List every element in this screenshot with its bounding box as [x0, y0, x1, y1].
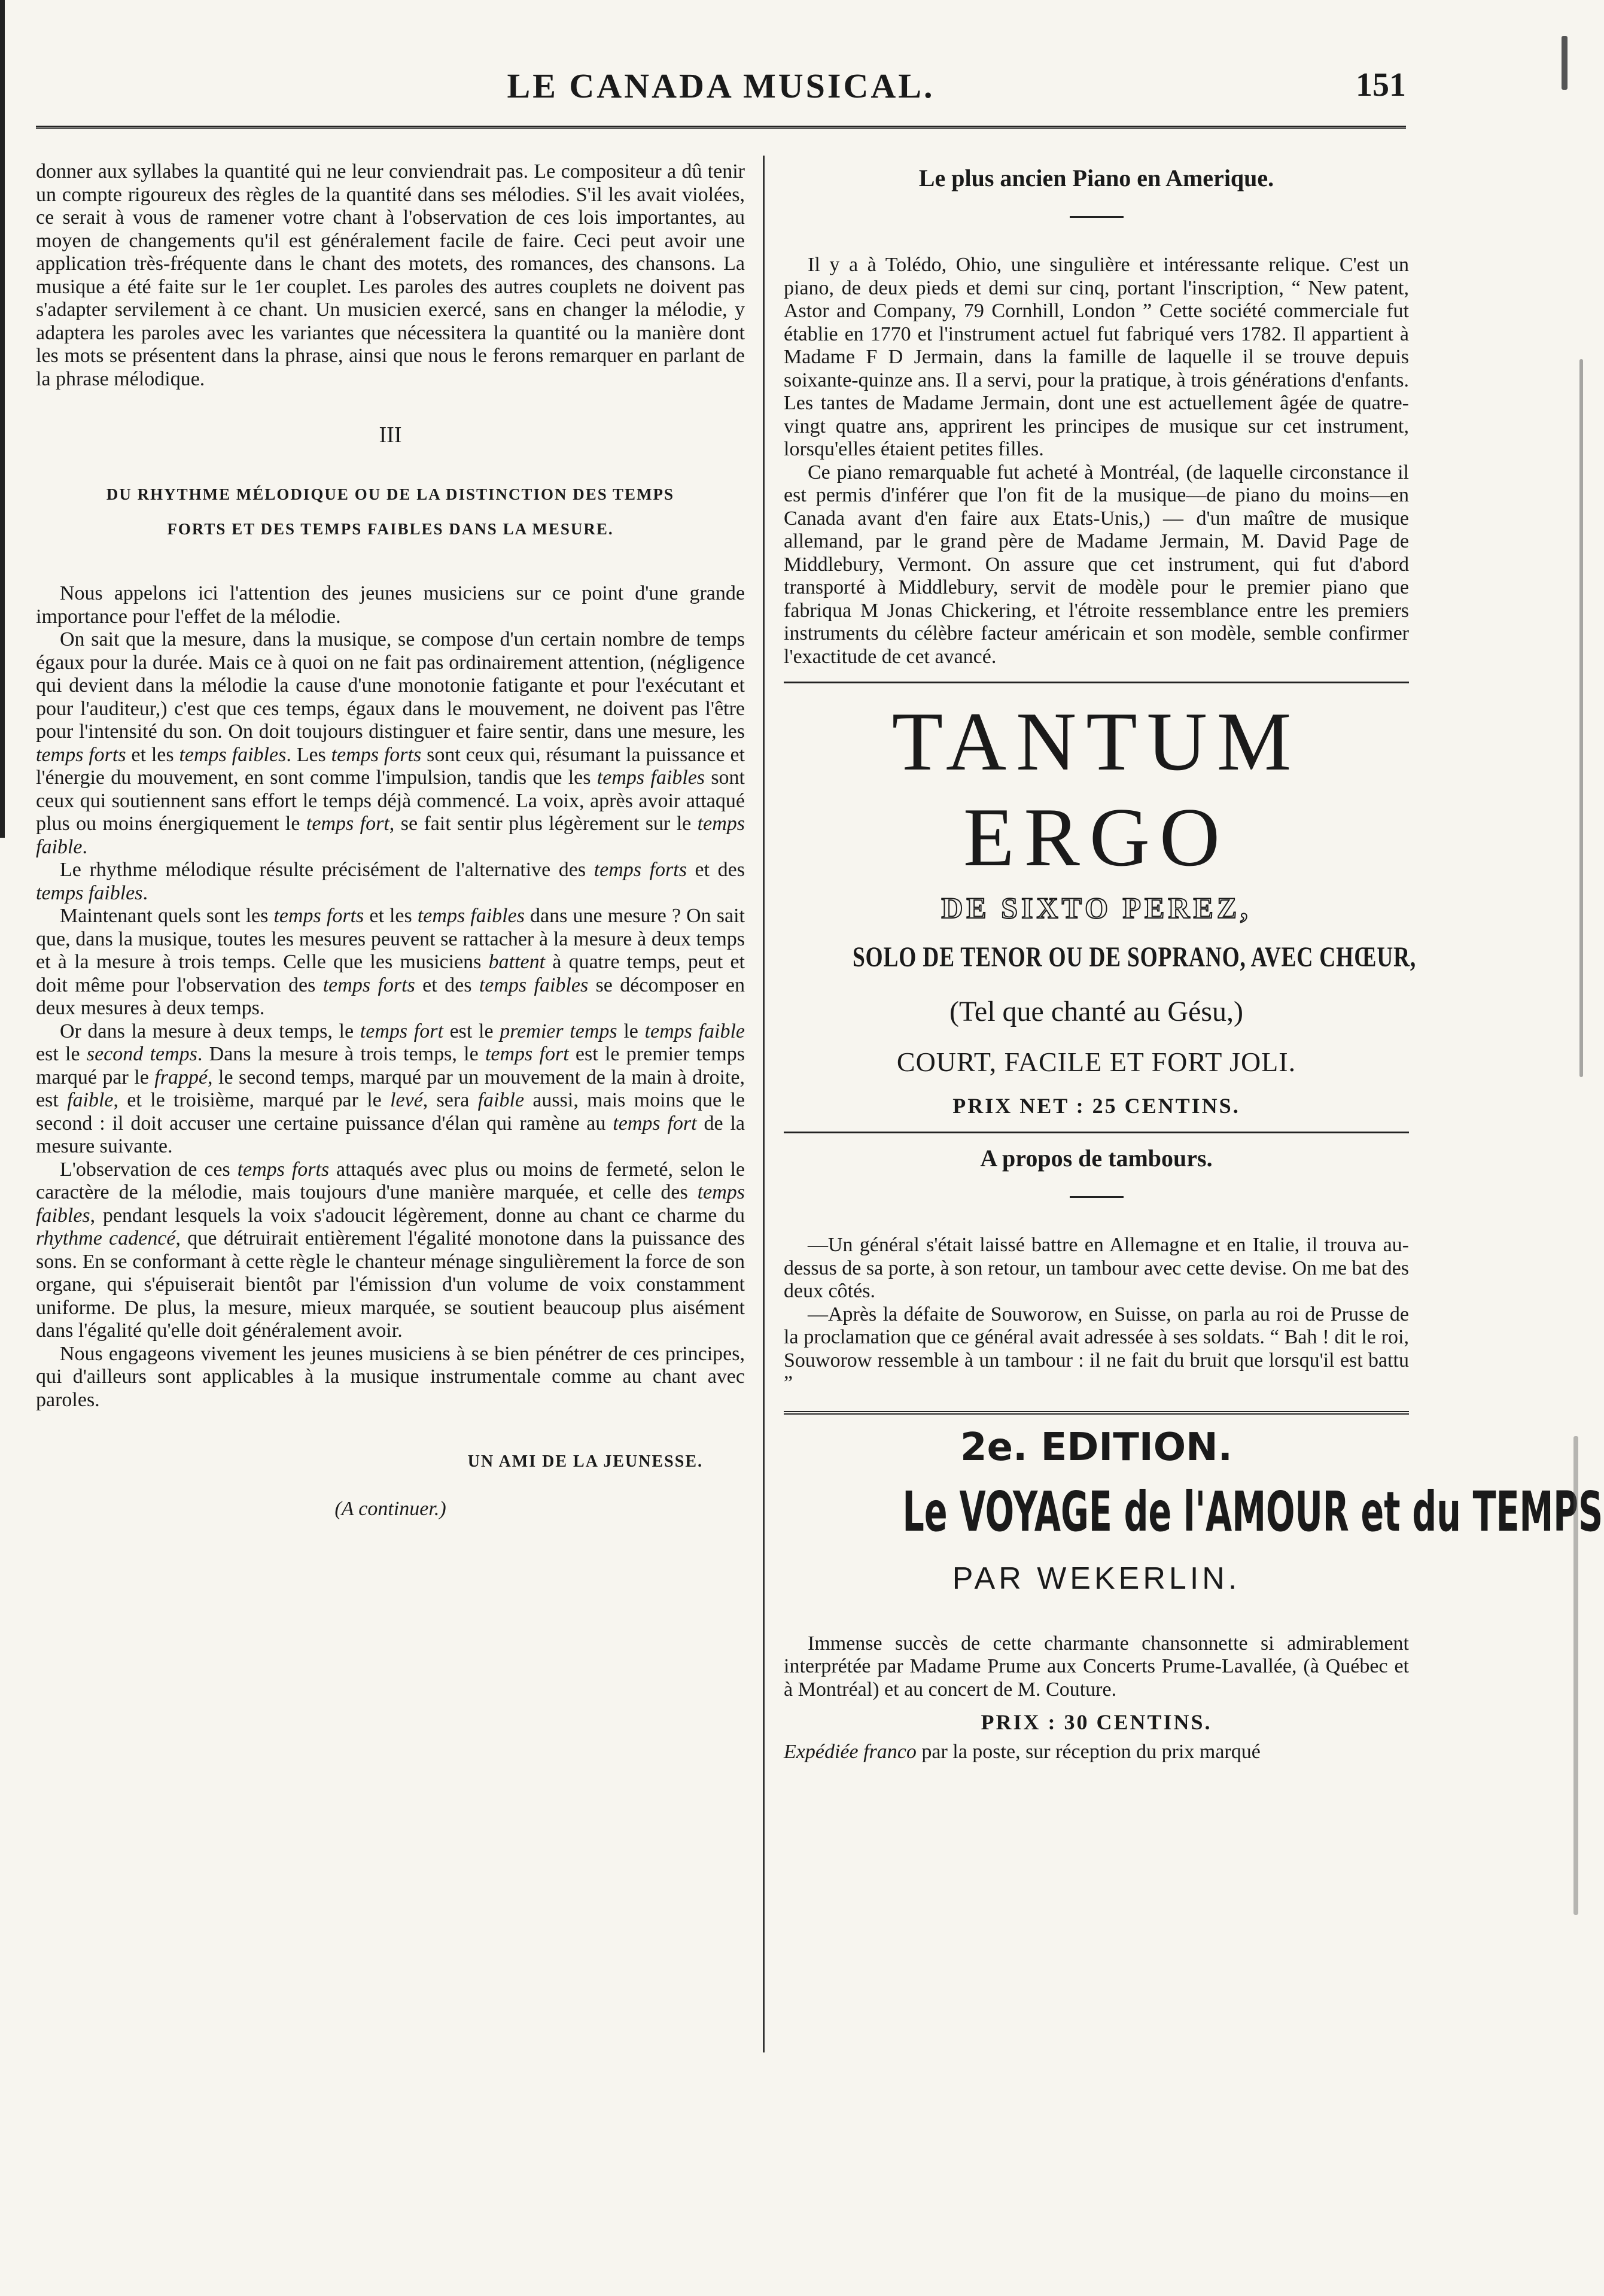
paragraph: Maintenant quels sont les temps forts et les temps faibles dans une mesure ? On sait que, dans la musique, toutes les mesures peuvent se rattacher à la mesure à deux temps et à la mesure à trois temps. Celle que les musiciens battent à quatre temps, peut et doit même pour l'observation des temps forts et des temps faibles se décomposer en deux mesures à deux temps. [36, 905, 745, 1019]
ad-note: (Tel que chanté au Gésu,) [949, 996, 1244, 1027]
section-title-line: DU RHYTHME MÉLODIQUE OU DE LA DISTINCTION DES TEMPS [106, 485, 675, 503]
author-signature: UN AMI DE LA JEUNESSE. [467, 1452, 703, 1471]
divider [784, 1411, 1409, 1415]
tantum-ergo-ad [784, 694, 1416, 1118]
ad-description: COURT, FACILE ET FORT JOLI. [896, 1047, 1296, 1077]
ad-price: PRIX : 30 CENTINS. [981, 1710, 1212, 1734]
left-column [36, 160, 745, 1520]
paragraph: Or dans la mesure à deux temps, le temps fort est le premier temps le temps faible est le second temps. Dans la mesure à trois temps, le temps fort est le premier temps marqué par le frappé, le second temps, marqué par un mouvement de la main à droite, est faible, et le troisième, marqué par le levé, sera faible aussi, mais moins que le second : il doit accuser une certaine puissance d'élan qui ramène au temps fort de la mesure suivante. [36, 1020, 745, 1157]
scan-mark [1579, 359, 1583, 1077]
journal-title: LE CANADA MUSICAL. [507, 66, 935, 105]
shipping-note: Expédiée franco par la poste, sur réception du prix marqué [784, 1741, 1261, 1763]
right-column [784, 160, 1603, 1764]
divider [784, 682, 1409, 683]
ad-author: PAR WEKERLIN. [952, 1561, 1241, 1596]
paragraph: Nous appelons ici l'attention des jeunes musiciens sur ce point d'une grande importance pour l'effet de la mélodie. [36, 582, 745, 628]
paragraph: —Après la défaite de Souworow, en Suisse, on parla au roi de Prusse de la proclamation que ce général avait adressée à ses soldats. “ Bah ! dit le roi, Souworow ressemble à un tambour : il ne fait du bruit que lorsqu'il est battu ” [784, 1303, 1409, 1394]
article-title: A propos de tambours. [980, 1145, 1213, 1172]
voyage-ad [784, 1425, 1603, 1764]
title-rule [1070, 1196, 1124, 1198]
paragraph: —Un général s'était laissé battre en Allemagne et en Italie, il trouva au-dessus de sa porte, à son retour, un tambour avec cette devise. On me bat des deux côtés. [784, 1234, 1409, 1302]
ad-edition: 2e. EDITION. [960, 1425, 1232, 1470]
scan-edge [0, 0, 5, 838]
page-number: 151 [1356, 66, 1406, 104]
ad-title: Le VOYAGE de l'AMOUR et du TEMPS [902, 1479, 1603, 1544]
paragraph: Il y a à Tolédo, Ohio, une singulière et intéressante relique. C'est un piano, de deux pieds et demi sur cinq, portant l'inscription, “ New patent, Astor and Company, 79 Cornhill, London ” Cette société commerciale fut établie en 1770 et l'instrument actuel fut fabriqué vers 1782. Il appartient à Madame F D Jermain, dans la famille de laquelle il se trouve depuis soixante-quinze ans. Il a servi, pour la pratique, à trois générations d'enfants. Les tantes de Madame Jermain, dont une est actuellement âgée de quatre-vingt quatre ans, apprirent les principes de musique sur cet instrument, lorsqu'elles étaient petites filles. [784, 254, 1409, 460]
article-title: Le plus ancien Piano en Amerique. [918, 165, 1274, 191]
ad-composer: DE SIXTO PEREZ, [941, 891, 1252, 925]
paragraph: On sait que la mesure, dans la musique, se compose d'un certain nombre de temps égaux pour la durée. Mais ce à quoi on ne fait pas ordinairement attention, (négligence qui devient dans la mélodie la cause d'une monotonie fatigante et pour l'exécutant et pour l'auditeur,) c'est que ces temps, égaux dans le mouvement, ne doivent pas l'être pour l'intensité du son. On doit toujours distinguer et faire sentir, dans une mesure, les temps forts et les temps faibles. Les temps forts sont ceux qui, résumant la puissance et l'énergie du mouvement, en sont comme l'impulsion, tandis que les temps faibles sont ceux qui soutiennent sans effort le temps déjà commencé. La voix, après avoir attaqué plus ou moins énergiquement le temps fort, se fait sentir plus légèrement sur le temps faible. [36, 628, 745, 858]
paragraph: Nous engageons vivement les jeunes musiciens à se bien pénétrer de ces principes, qui d'ailleurs sont applicables à la musique instrumentale comme au chant avec paroles. [36, 1342, 745, 1411]
paragraph: Le rhythme mélodique résulte précisément de l'alternative des temps forts et des temps faibles. [36, 859, 745, 904]
paragraph: Immense succès de cette charmante chansonnette si admirablement interprétée par Madame Prume aux Concerts Prume-Lavallée, (à Québec et à Montréal) et au concert de M. Couture. [784, 1632, 1409, 1701]
divider [784, 1132, 1409, 1133]
paragraph: Ce piano remarquable fut acheté à Montréal, (de laquelle circonstance il est permis d'inférer que l'on fit de la musique—de piano du moins—en Canada avant d'en faire aux Etats-Unis,) — d'un maître de musique allemand, par le grand père de Madame Jermain, M. David Page de Middlebury, Vermont. On assure que cet instrument, qui fut d'abord transporté à Middlebury, servit de modèle pour le premier piano que fabriqua M Jonas Chickering, et l'étroite ressemblance entre les premiers instruments du célèbre facteur américain et son modèle, semble confirmer l'exactitude de cet avancé. [784, 461, 1409, 668]
ad-voices: SOLO DE TENOR OU DE SOPRANO, AVEC CHŒUR, [852, 941, 1416, 973]
title-rule [1070, 216, 1124, 218]
page-header [36, 66, 1406, 114]
header-rule [36, 126, 1406, 129]
paragraph: L'observation de ces temps forts attaqués avec plus ou moins de fermeté, selon le caractère de la mélodie, mais toujours d'une manière marquée, et celle des temps faibles, pendant lesquels la voix s'adoucit légèrement, donne au chant ce charme du rhythme cadencé, que détruirait entièrement l'égalité monotone dans la puissance des sons. En se conformant à cette règle le chanteur ménage singulièrement la force de son organe, qui s'épuiserait bientôt par l'émission d'un volume de voix constamment uniforme. De plus, la mesure, mieux marquée, se soutient beaucoup plus aisément dans l'égalité qu'elle doit généralement avoir. [36, 1158, 745, 1342]
scan-mark [1573, 1436, 1578, 1915]
scan-mark [1562, 36, 1568, 90]
ad-price: PRIX NET : 25 CENTINS. [952, 1094, 1240, 1118]
section-number: III [379, 422, 402, 448]
to-be-continued: (A continuer.) [334, 1498, 446, 1520]
section-title [36, 477, 745, 546]
section-title-line: FORTS ET DES TEMPS FAIBLES DANS LA MESURE. [167, 520, 614, 538]
paragraph: donner aux syllabes la quantité qui ne leur conviendrait pas. Le compositeur a dû tenir un compte rigoureux des règles de la quantité dans ses mélodies. S'il les avait violées, ce serait à vous de ramener votre chant à l'observation de ces lois importantes, au moyen de changements qu'il est généralement facile de faire. Ceci peut avoir une application très-fréquente dans le chant des motets, des romances, des chansons. La musique a été faite sur le 1er couplet. Les paroles des autres couplets ne doivent pas s'adapter servilement à ce chant. Un musicien exercé, sans en changer la mélodie, y adaptera les paroles avec les variantes que nécessitera la quantité ou la manière dont les mots se présentent dans la phrase, ainsi que nous le ferons remarquer en parlant de la phrase mélodique. [36, 160, 745, 390]
ad-title: TANTUM ERGO [891, 695, 1301, 884]
column-divider [763, 156, 765, 2052]
